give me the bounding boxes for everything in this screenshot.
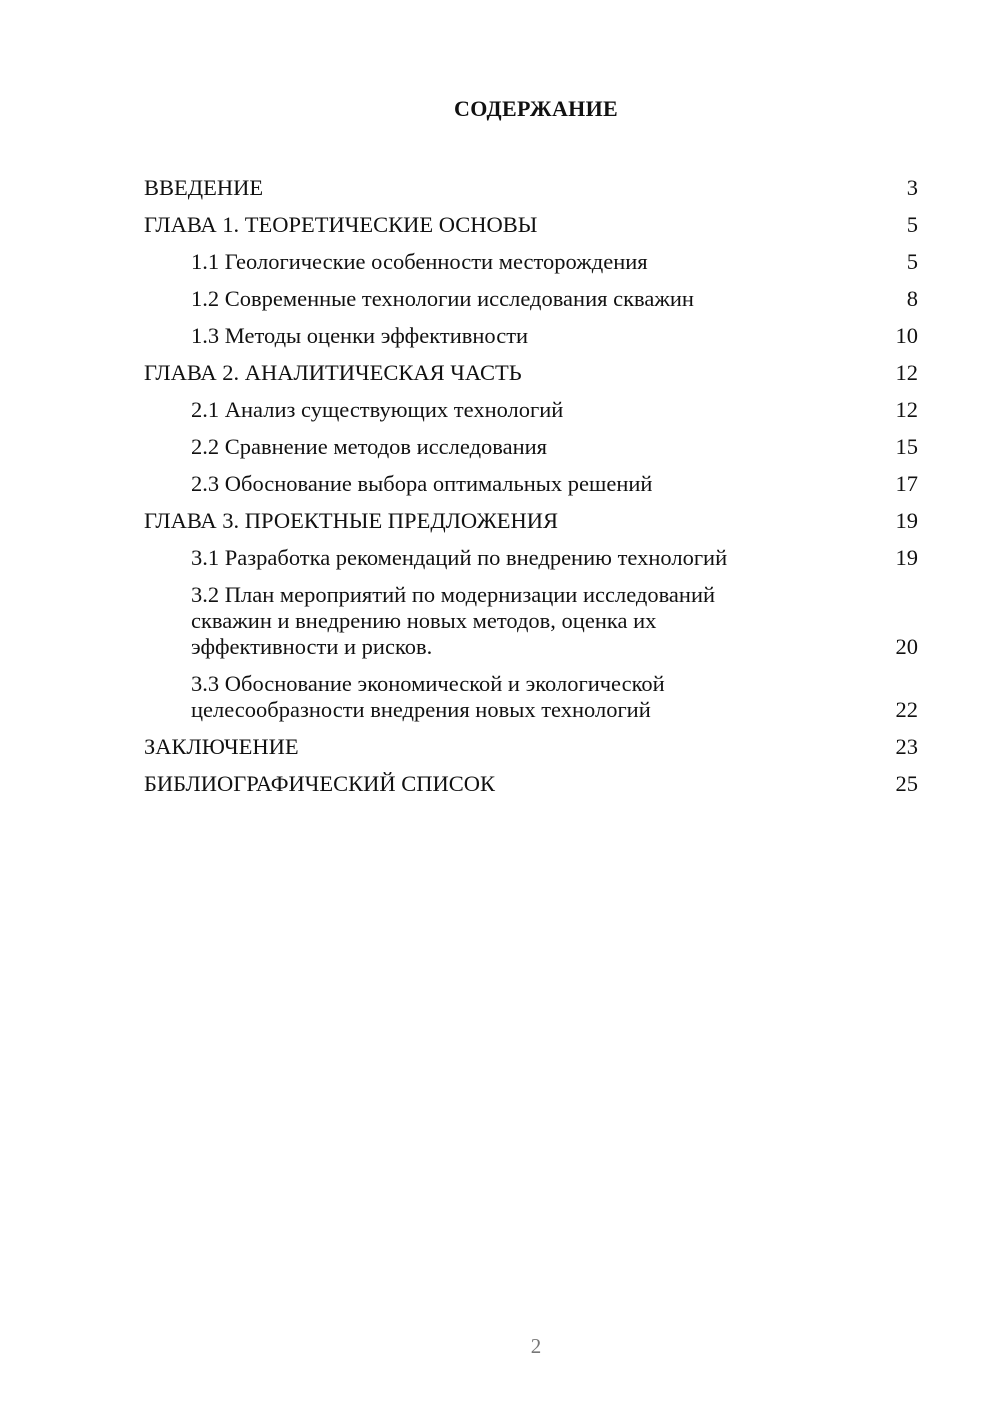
toc-entry-page: 20 (895, 634, 918, 659)
toc-entry-page: 5 (906, 248, 918, 274)
toc-entry-page: 19 (895, 544, 918, 570)
toc-entry-section-2-1[interactable] (144, 391, 918, 428)
toc-entry-label: 3.1 Разработка рекомендаций по внедрению технологий (191, 544, 728, 570)
toc-entry-chapter-2[interactable] (144, 354, 918, 391)
toc-entry-page: 3 (906, 174, 918, 200)
toc-entry-section-1-3[interactable] (144, 317, 918, 354)
toc-entry-label: 2.1 Анализ существующих технологий (191, 396, 564, 422)
toc-entry-chapter-3[interactable] (144, 502, 918, 539)
toc-entry-page: 19 (895, 507, 918, 533)
toc-entry-introduction[interactable] (144, 169, 918, 206)
toc-entry-section-1-2[interactable] (144, 280, 918, 317)
toc-entry-label: ВВЕДЕНИЕ (144, 174, 264, 200)
toc-entry-chapter-1[interactable] (144, 206, 918, 243)
toc-entry-section-1-1[interactable] (144, 243, 918, 280)
toc-entry-label: 2.2 Сравнение методов исследования (191, 433, 548, 459)
toc-entry-page: 17 (895, 470, 918, 496)
toc-entry-section-3-1[interactable] (144, 539, 918, 576)
table-of-contents (144, 169, 918, 802)
toc-entry-bibliography[interactable] (144, 765, 918, 802)
toc-entry-conclusion[interactable] (144, 728, 918, 765)
toc-entry-page: 22 (895, 697, 918, 722)
toc-entry-label: 1.2 Современные технологии исследования скважин (191, 285, 694, 311)
toc-entry-section-2-3[interactable] (144, 465, 918, 502)
toc-entry-section-2-2[interactable] (144, 428, 918, 465)
toc-entry-page: 12 (895, 396, 918, 422)
toc-entry-page: 5 (906, 211, 918, 237)
toc-entry-section-3-3[interactable] (144, 665, 918, 728)
toc-entry-page: 15 (895, 433, 918, 459)
page-title: СОДЕРЖАНИЕ (454, 96, 618, 121)
toc-entry-label: ЗАКЛЮЧЕНИЕ (144, 733, 299, 759)
toc-entry-section-3-2[interactable] (144, 576, 918, 665)
toc-entry-page: 8 (906, 285, 918, 311)
toc-entry-label: 3.2 План мероприятий по модернизации исследований скважин и внедрению новых методов, оценка их эффективности и рисков. (191, 582, 716, 659)
toc-entry-page: 23 (895, 733, 918, 759)
toc-entry-label: 3.3 Обоснование экономической и экологической целесообразности внедрения новых технологий (191, 671, 665, 722)
toc-entry-label: 2.3 Обоснование выбора оптимальных решений (191, 470, 653, 496)
toc-entry-label: 1.1 Геологические особенности месторождения (191, 248, 648, 274)
toc-entry-label: 1.3 Методы оценки эффективности (191, 322, 529, 348)
toc-entry-page: 12 (895, 359, 918, 385)
page-number: 2 (530, 1334, 542, 1358)
toc-entry-label: ГЛАВА 1. ТЕОРЕТИЧЕСКИЕ ОСНОВЫ (144, 211, 538, 237)
toc-entry-label: ГЛАВА 3. ПРОЕКТНЫЕ ПРЕДЛОЖЕНИЯ (144, 507, 559, 533)
toc-entry-label: ГЛАВА 2. АНАЛИТИЧЕСКАЯ ЧАСТЬ (144, 359, 522, 385)
toc-entry-page: 25 (895, 770, 918, 796)
toc-entry-label: БИБЛИОГРАФИЧЕСКИЙ СПИСОК (144, 770, 496, 796)
toc-entry-page: 10 (895, 322, 918, 348)
